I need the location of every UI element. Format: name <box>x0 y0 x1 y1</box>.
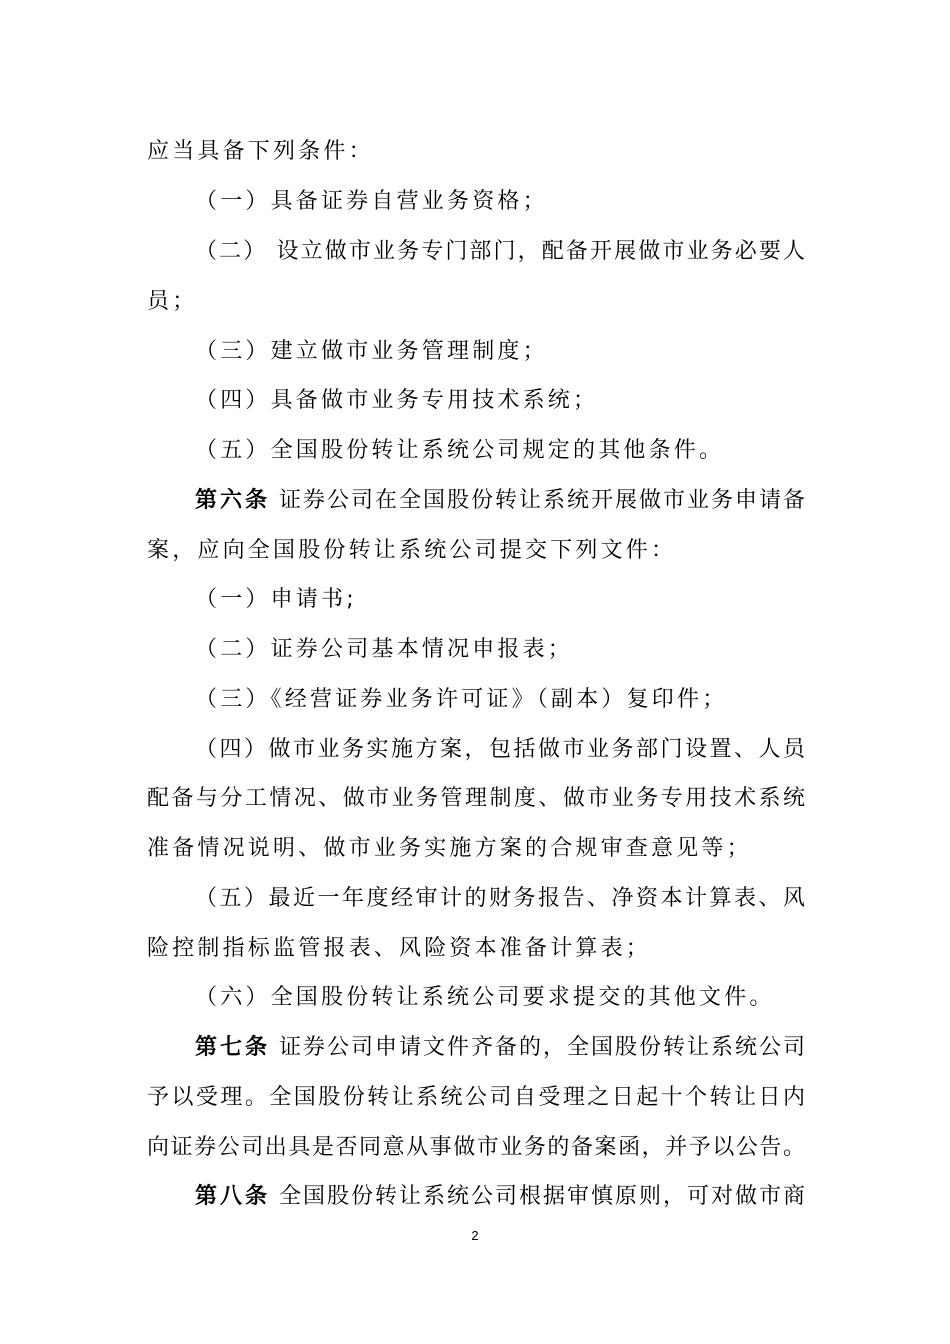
list-item: （三）《经营证券业务许可证》（副本）复印件； <box>195 687 728 712</box>
list-item: （一）具备证券自营业务资格； <box>195 189 548 214</box>
text-line: 准备情况说明、做市业务实施方案的合规审查意见等； <box>147 836 752 861</box>
article-8-heading: 第八条 <box>195 1184 270 1209</box>
article-6-text: 证券公司在全国股份转让系统开展做市业务申请备 <box>279 488 805 513</box>
list-item: （一）申请书; <box>195 587 357 612</box>
list-item: （六）全国股份转让系统公司要求提交的其他文件。 <box>195 985 775 1010</box>
article-8-text: 全国股份转让系统公司根据审慎原则，可对做市商 <box>279 1184 805 1209</box>
article-6 <box>195 486 805 516</box>
text-line: 予以受理。全国股份转让系统公司自受理之日起十个转让日内 <box>147 1085 805 1110</box>
article-8 <box>195 1182 805 1212</box>
list-item: （五）全国股份转让系统公司规定的其他条件。 <box>195 438 725 463</box>
list-item: （五）最近一年度经审计的财务报告、净资本计算表、风 <box>195 886 805 911</box>
list-item: （三）建立做市业务管理制度； <box>195 339 548 364</box>
text-line: 向证券公司出具是否同意从事做市业务的备案函，并予以公告。 <box>147 1135 805 1160</box>
article-6-heading: 第六条 <box>195 488 270 513</box>
page-number: 2 <box>471 1228 479 1243</box>
list-item: （二）证券公司基本情况申报表； <box>195 637 574 662</box>
list-item: （四）做市业务实施方案，包括做市业务部门设置、人员 <box>195 737 805 762</box>
article-7 <box>195 1033 805 1063</box>
list-item: （二） 设立做市业务专门部门，配备开展做市业务必要人 <box>195 239 805 264</box>
text-line: 险控制指标监管报表、风险资本准备计算表； <box>147 936 652 961</box>
text-line: 应当具备下列条件： <box>147 139 374 164</box>
text-line: 配备与分工情况、做市业务管理制度、做市业务专用技术系统 <box>147 786 805 811</box>
article-7-text: 证券公司申请文件齐备的，全国股份转让系统公司 <box>279 1035 805 1060</box>
text-line: 员； <box>147 289 198 314</box>
text-line: 案，应向全国股份转让系统公司提交下列文件： <box>147 538 677 563</box>
article-7-heading: 第七条 <box>195 1035 270 1060</box>
list-item: （四）具备做市业务专用技术系统； <box>195 388 599 413</box>
